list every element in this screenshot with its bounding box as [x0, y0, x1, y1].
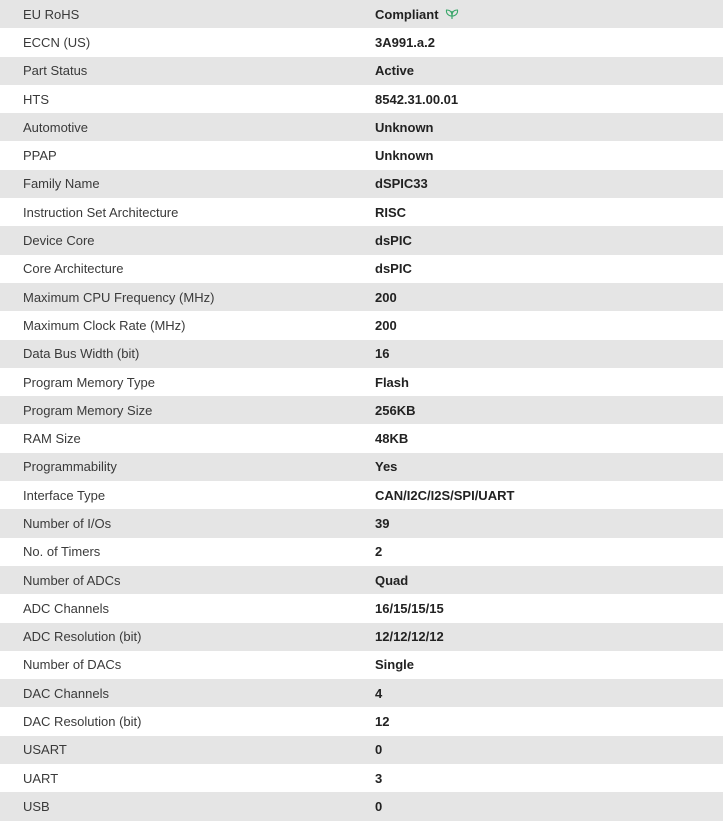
spec-label: PPAP: [23, 148, 57, 164]
spec-row-number-of-adcs: [0, 566, 723, 594]
spec-row-part-status: [0, 57, 723, 85]
spec-value: Active: [375, 63, 415, 79]
spec-row-hts: [0, 85, 723, 113]
spec-label: Program Memory Size: [23, 402, 153, 418]
spec-value: 0: [375, 798, 383, 814]
spec-value: 16/15/15/15: [375, 600, 444, 616]
spec-value: 2: [375, 544, 383, 560]
spec-row-core-architecture: [0, 255, 723, 283]
spec-value: Unknown: [375, 148, 434, 164]
spec-row-family-name: [0, 170, 723, 198]
spec-label: Programmability: [23, 459, 117, 475]
spec-value: 16: [375, 346, 390, 362]
spec-row-adc-resolution: [0, 623, 723, 651]
spec-row-ppap: [0, 141, 723, 169]
spec-row-number-of-ios: [0, 509, 723, 537]
spec-row-programmability: [0, 453, 723, 481]
leaf-icon: [445, 8, 459, 20]
spec-label: Number of ADCs: [23, 572, 121, 588]
spec-row-max-cpu-freq: [0, 283, 723, 311]
spec-value: 4: [375, 685, 383, 701]
spec-label: ADC Channels: [23, 600, 109, 616]
spec-row-max-clock-rate: [0, 311, 723, 339]
spec-value: 12: [375, 714, 390, 730]
spec-value: 200: [375, 317, 397, 333]
spec-row-dac-channels: [0, 679, 723, 707]
spec-row-uart: [0, 764, 723, 792]
spec-row-dac-resolution: [0, 707, 723, 735]
spec-value: 3: [375, 770, 383, 786]
spec-label: DAC Resolution (bit): [23, 714, 142, 730]
spec-label: USART: [23, 742, 67, 758]
spec-label: RAM Size: [23, 431, 81, 447]
spec-label: HTS: [23, 91, 49, 107]
spec-label: Instruction Set Architecture: [23, 204, 179, 220]
spec-label: Data Bus Width (bit): [23, 346, 140, 362]
spec-row-automotive: [0, 113, 723, 141]
spec-label: UART: [23, 770, 59, 786]
spec-value: dsPIC: [375, 233, 412, 249]
spec-label: Number of DACs: [23, 657, 122, 673]
spec-row-program-memory-size: [0, 396, 723, 424]
spec-row-number-of-dacs: [0, 651, 723, 679]
spec-value: CAN/I2C/I2S/SPI/UART: [375, 487, 515, 503]
spec-value: 8542.31.00.01: [375, 91, 459, 107]
spec-value: Compliant: [375, 6, 439, 22]
spec-row-device-core: [0, 226, 723, 254]
spec-label: Number of I/Os: [23, 515, 112, 531]
spec-value: Yes: [375, 459, 398, 475]
spec-row-interface-type: [0, 481, 723, 509]
spec-value: Unknown: [375, 119, 434, 135]
spec-value: dsPIC: [375, 261, 412, 277]
spec-row-timers: [0, 538, 723, 566]
spec-label: ECCN (US): [23, 34, 91, 50]
spec-value: 200: [375, 289, 397, 305]
spec-value: RISC: [375, 204, 407, 220]
spec-label: Interface Type: [23, 487, 106, 503]
spec-label: Family Name: [23, 176, 100, 192]
spec-value: Single: [375, 657, 415, 673]
spec-label: EU RoHS: [23, 6, 80, 22]
spec-label: DAC Channels: [23, 685, 109, 701]
spec-value: 48KB: [375, 431, 409, 447]
spec-row-isa: [0, 198, 723, 226]
spec-label: Program Memory Type: [23, 374, 155, 390]
spec-row-program-memory-type: [0, 368, 723, 396]
spec-value: 0: [375, 742, 383, 758]
spec-value: Flash: [375, 374, 409, 390]
spec-label: ADC Resolution (bit): [23, 629, 142, 645]
spec-value: dSPIC33: [375, 176, 428, 192]
spec-row-usart: [0, 736, 723, 764]
spec-label: Maximum Clock Rate (MHz): [23, 317, 186, 333]
spec-row-data-bus-width: [0, 340, 723, 368]
spec-label: Part Status: [23, 63, 88, 79]
spec-label: Core Architecture: [23, 261, 124, 277]
spec-label: Device Core: [23, 233, 95, 249]
spec-row-eu-rohs: [0, 0, 723, 28]
spec-value-cell: [375, 0, 723, 28]
spec-row-ram-size: [0, 424, 723, 452]
spec-label: USB: [23, 798, 50, 814]
spec-value: Quad: [375, 572, 409, 588]
spec-label: Maximum CPU Frequency (MHz): [23, 289, 215, 305]
spec-value: 256KB: [375, 402, 416, 418]
spec-value: 39: [375, 515, 390, 531]
spec-value: 12/12/12/12: [375, 629, 444, 645]
spec-label: Automotive: [23, 119, 89, 135]
spec-label: No. of Timers: [23, 544, 101, 560]
spec-row-adc-channels: [0, 594, 723, 622]
spec-row-eccn: [0, 28, 723, 56]
spec-value: 3A991.a.2: [375, 34, 435, 50]
spec-row-usb: [0, 792, 723, 820]
